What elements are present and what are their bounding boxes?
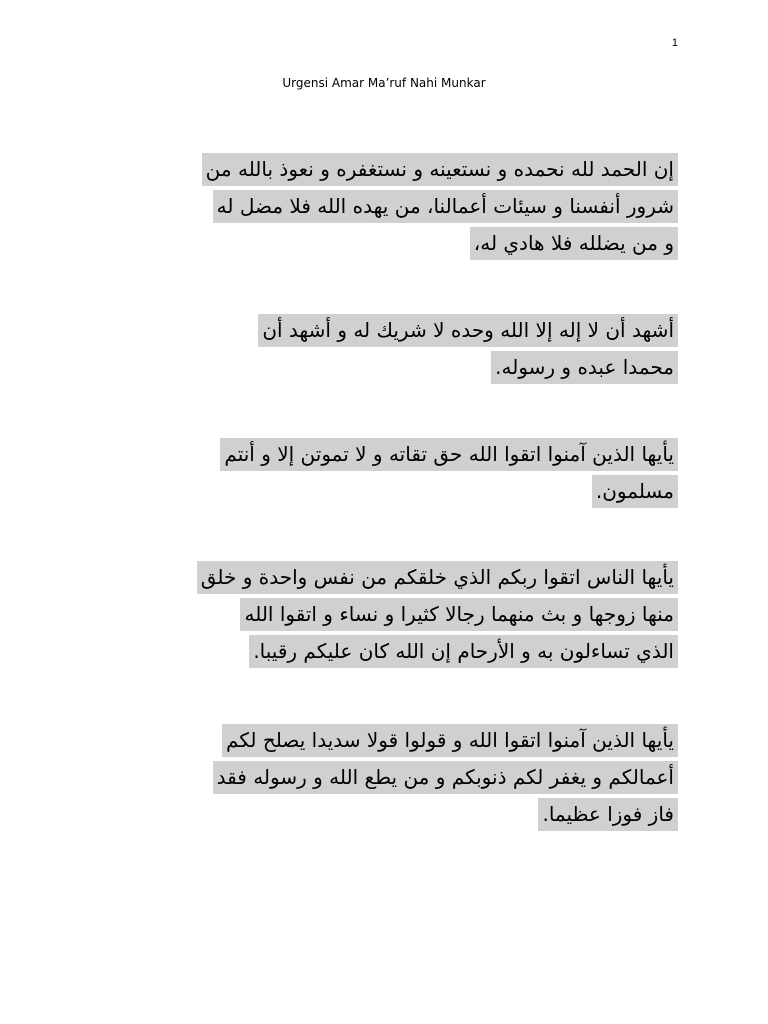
- paragraph-line: الذي تساءلون به و الأرحام إن الله كان عليكم رقيبا.: [249, 635, 678, 668]
- paragraph-verse-3: [88, 722, 678, 833]
- paragraph-line: يأيها الذين آمنوا اتقوا الله حق تقاته و لا تموتن إلا و أنتم: [220, 438, 678, 471]
- paragraph-line: أعمالكم و يغفر لكم ذنوبكم و من يطع الله و رسوله فقد: [213, 761, 678, 794]
- paragraph-line: يأيها الذين آمنوا اتقوا الله و قولوا قولا سديدا يصلح لكم: [222, 724, 678, 757]
- paragraph-line: يأيها الناس اتقوا ربكم الذي خلقكم من نفس واحدة و خلق: [197, 561, 678, 594]
- paragraph-line: و من يضلله فلا هادي له،: [470, 227, 678, 260]
- document-title: Urgensi Amar Ma’ruf Nahi Munkar: [282, 76, 486, 90]
- paragraph-line: منها زوجها و بث منهما رجالا كثيرا و نساء و اتقوا الله: [240, 598, 678, 631]
- paragraph-line: أشهد أن لا إله إلا الله وحده لا شريك له و أشهد أن: [258, 314, 678, 347]
- page-number: 1: [671, 37, 678, 49]
- paragraph-line: إن الحمد لله نحمده و نستعينه و نستغفره و نعوذ بالله من: [202, 153, 678, 186]
- paragraph-line: فاز فوزا عظيما.: [538, 798, 678, 831]
- paragraph-verse-1: [88, 436, 678, 510]
- paragraph-verse-2: [88, 559, 678, 670]
- paragraph-line: شرور أنفسنا و سيئات أعمالنا، من يهده الله فلا مضل له: [213, 190, 678, 223]
- paragraph-opening-praise: [88, 151, 678, 262]
- paragraph-line: مسلمون.: [592, 475, 678, 508]
- paragraph-shahada: [88, 312, 678, 386]
- paragraph-line: محمدا عبده و رسوله.: [491, 351, 678, 384]
